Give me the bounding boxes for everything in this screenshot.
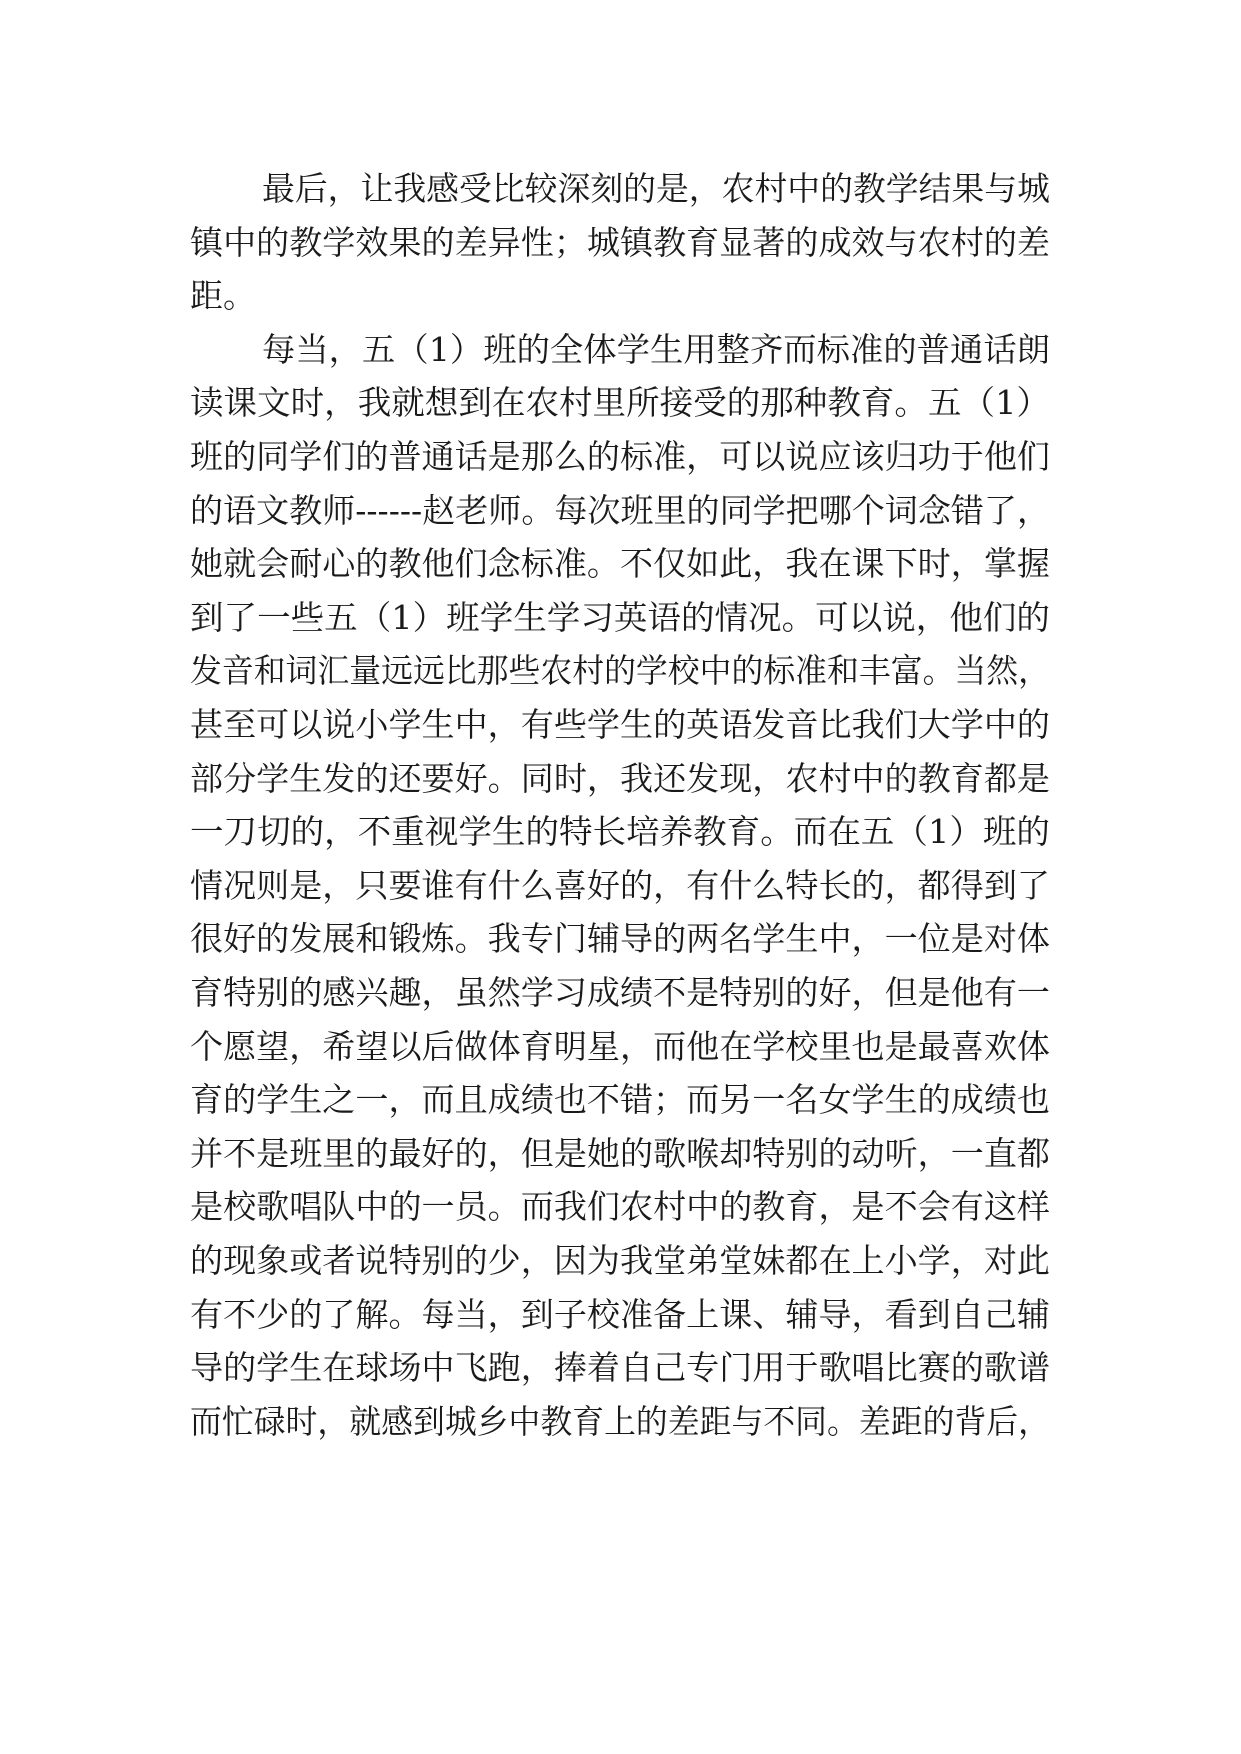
text-line-content: 距。 <box>190 276 256 316</box>
text-line-content: 育的学生之一，而且成绩也不错；而另一名女学生的成绩也 <box>190 1080 1050 1120</box>
text-line-content: 导的学生在球场中飞跑，捧着自己专门用于歌唱比赛的歌谱 <box>190 1348 1050 1388</box>
text-line-content: 镇中的教学效果的差异性；城镇教育显著的成效与农村的差 <box>190 222 1050 262</box>
text-line-content: 而忙碌时，就感到城乡中教育上的差距与不同。差距的背后， <box>190 1401 1050 1441</box>
text-line <box>0 162 1241 216</box>
text-line-content: 育特别的感兴趣，虽然学习成绩不是特别的好，但是他有一 <box>190 973 1050 1012</box>
text-line <box>0 1395 1241 1449</box>
text-line-content: 是校歌唱队中的一员。而我们农村中的教育，是不会有这样 <box>190 1187 1050 1227</box>
text-line <box>0 752 1241 806</box>
text-line-content: 甚至可以说小学生中，有些学生的英语发音比我们大学中的 <box>190 705 1050 744</box>
text-line-content: 并不是班里的最好的，但是她的歌喉却特别的动听，一直都 <box>190 1133 1050 1173</box>
text-line-content: 每当，五（1）班的全体学生用整齐而标准的普通话朗 <box>262 329 1051 369</box>
text-line-content: 个愿望，希望以后做体育明星，而他在学校里也是最喜欢体 <box>190 1026 1050 1066</box>
text-line <box>0 537 1241 591</box>
text-line <box>0 912 1241 966</box>
text-line-content: 有不少的了解。每当，到子校准备上课、辅导，看到自己辅 <box>190 1294 1050 1334</box>
text-line-content: 班的同学们的普通话是那么的标准，可以说应该归功于他们 <box>190 437 1050 476</box>
text-line <box>0 698 1241 752</box>
text-line <box>0 859 1241 913</box>
text-line <box>0 484 1241 538</box>
text-line-content: 最后，让我感受比较深刻的是，农村中的教学结果与城 <box>262 169 1050 208</box>
text-line <box>0 376 1241 430</box>
text-line <box>0 1073 1241 1127</box>
text-line-content: 很好的发展和锻炼。我专门辅导的两名学生中，一位是对体 <box>190 919 1050 959</box>
text-line <box>0 323 1241 377</box>
text-line-content: 读课文时，我就想到在农村里所接受的那种教育。五（1） <box>190 383 1050 423</box>
text-line-content: 到了一些五（1）班学生学习英语的情况。可以说，他们的 <box>190 597 1050 637</box>
text-line <box>0 1020 1241 1074</box>
text-line <box>0 216 1241 270</box>
text-line <box>0 966 1241 1020</box>
text-line-content: 部分学生发的还要好。同时，我还发现，农村中的教育都是 <box>190 758 1050 798</box>
text-line <box>0 1180 1241 1234</box>
text-line <box>0 591 1241 645</box>
text-line-content: 她就会耐心的教他们念标准。不仅如此，我在课下时，掌握 <box>190 544 1050 584</box>
text-line <box>0 1341 1241 1395</box>
text-line-content: 的语文教师------赵老师。每次班里的同学把哪个词念错了， <box>190 490 1051 530</box>
text-line-content: 情况则是，只要谁有什么喜好的，有什么特长的，都得到了 <box>190 865 1050 905</box>
text-line-content: 的现象或者说特别的少，因为我堂弟堂妹都在上小学，对此 <box>190 1241 1050 1280</box>
text-line-content: 一刀切的，不重视学生的特长培养教育。而在五（1）班的 <box>190 812 1050 852</box>
text-line <box>0 1288 1241 1342</box>
text-line <box>0 269 1241 323</box>
text-line-content: 发音和词汇量远远比那些农村的学校中的标准和丰富。当然， <box>190 651 1050 691</box>
text-line <box>0 805 1241 859</box>
text-line <box>0 1127 1241 1181</box>
text-line <box>0 644 1241 698</box>
text-line <box>0 430 1241 484</box>
text-line <box>0 1234 1241 1288</box>
